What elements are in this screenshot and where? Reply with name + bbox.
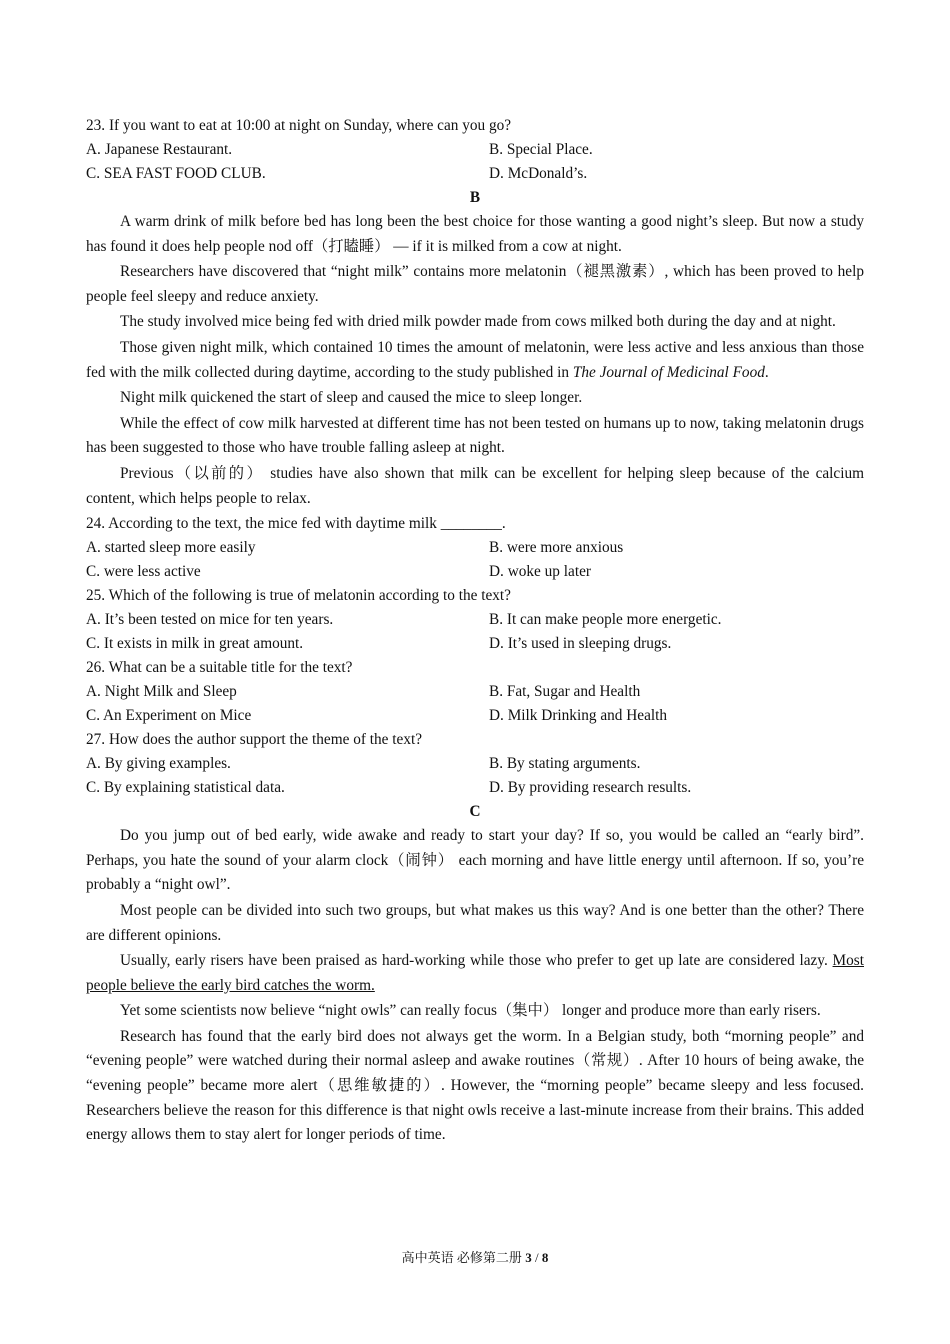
option-c: C. It exists in milk in great amount. (86, 635, 304, 653)
journal-title: The Journal of Medicinal Food (572, 363, 765, 381)
option-d: D. McDonald’s. (489, 165, 588, 182)
document-body (86, 114, 864, 1149)
section-b-paragraph-5: Night milk quickened the start of sleep and caused the mice to sleep longer. (120, 389, 583, 407)
option-b: B. By stating arguments. (489, 755, 641, 773)
option-c: C. By explaining statistical data. (86, 779, 285, 797)
section-c-paragraph-1: Do you jump out of bed early, wide awake and ready to start your day? If so, you would be called an “early bird”. Perhaps, you hate the sound of your alarm clock（闹钟） each morning and have little energy until afternoon. If so, you’re probably a “night owl”. (86, 827, 864, 894)
option-c: C. An Experiment on Mice (86, 707, 252, 725)
question-23-stem: 23. If you want to eat at 10:00 at night on Sunday, where can you go? (86, 117, 512, 134)
section-b-paragraph-3: The study involved mice being fed with dried milk powder made from cows milked both during the day and at night. (120, 313, 836, 331)
option-d: D. Milk Drinking and Health (489, 707, 668, 725)
question-23-options-row2 (86, 162, 864, 186)
option-a: A. Japanese Restaurant. (86, 141, 233, 158)
section-b-paragraph-7: Previous（以前的） studies have also shown that milk can be excellent for helping sleep because of the calcium content, which helps people to relax. (86, 464, 864, 507)
question-24-options-row2 (86, 560, 864, 584)
question-25-options-row1 (86, 608, 864, 632)
page-separator: / (534, 1250, 539, 1265)
section-c-paragraph-2: Most people can be divided into such two groups, but what makes us this way? And is one better than the other? There are different opinions. (86, 901, 864, 944)
paragraph-end: . (764, 363, 769, 381)
option-c: C. SEA FAST FOOD CLUB. (86, 165, 266, 182)
option-b: B. It can make people more energetic. (489, 611, 722, 629)
option-b: B. Fat, Sugar and Health (489, 683, 641, 701)
section-c-paragraph-4: Yet some scientists now believe “night owls” can really focus（集中） longer and produce more than early risers. (120, 1002, 821, 1020)
section-c-paragraph-5: Research has found that the early bird does not always get the worm. In a Belgian study, both “morning people” and “evening people” were watched during their normal asleep and awake routines（常规）. After 10 hours of being awake, the “evening people” became more alert（思维敏捷的）. However, the “morning people” became sleepy and less focused. Researchers believe the reason for this difference is that night owls receive a last-minute increase from their brains. This added energy allows them to stay alert for longer periods of time. (86, 1027, 864, 1144)
question-23-options-row1 (86, 138, 864, 162)
option-a: A. It’s been tested on mice for ten years. (86, 611, 334, 629)
footer-label: 高中英语 必修第二册 (401, 1250, 522, 1265)
option-d: D. By providing research results. (489, 779, 692, 797)
option-b: B. were more anxious (489, 539, 624, 557)
paragraph-text: Those given night milk, which contained 10 times the amount of melatonin, were less active and less anxious than those fed with the milk collected during daytime, according to the study published in (86, 338, 864, 381)
option-c: C. were less active (86, 563, 201, 581)
section-b-heading: B (469, 189, 481, 206)
section-b-paragraph-1: A warm drink of milk before bed has long been the best choice for those wanting a good night’s sleep. But now a study has found it does help people nod off（打瞌睡） — if it is milked from a cow at night. (86, 213, 864, 255)
question-26-options-row1 (86, 680, 864, 704)
question-26-options-row2 (86, 704, 864, 728)
section-c-paragraph-3 (86, 949, 864, 998)
question-25-stem: 25. Which of the following is true of melatonin according to the text? (86, 587, 511, 605)
option-d: D. It’s used in sleeping drugs. (489, 635, 672, 653)
question-27-options-row2 (86, 776, 864, 800)
section-b-paragraph-6: While the effect of cow milk harvested at different time has not been tested on humans up to now, taking melatonin drugs has been suggested to those who have trouble falling asleep at night. (86, 414, 864, 457)
question-24-options-row1 (86, 536, 864, 560)
section-b-paragraph-4 (86, 336, 864, 385)
question-27-options-row1 (86, 752, 864, 776)
section-c-heading: C (469, 803, 481, 821)
option-a: A. started sleep more easily (86, 539, 256, 557)
option-a: A. By giving examples. (86, 755, 231, 773)
question-27-stem: 27. How does the author support the theme of the text? (86, 731, 423, 749)
page-footer (0, 1247, 950, 1266)
option-a: A. Night Milk and Sleep (86, 683, 237, 701)
question-24-stem: 24. According to the text, the mice fed with daytime milk ________. (86, 515, 506, 533)
question-26-stem: 26. What can be a suitable title for the text? (86, 659, 353, 677)
question-25-options-row2 (86, 632, 864, 656)
option-d: D. woke up later (489, 563, 591, 581)
section-b-paragraph-2: Researchers have discovered that “night milk” contains more melatonin（褪黑激素）, which has been proved to help people feel sleepy and reduce anxiety. (86, 263, 864, 305)
option-b: B. Special Place. (489, 141, 593, 158)
page-number: 3 (525, 1250, 532, 1265)
underlined-sentence: Most people believe the early bird catches the worm. (86, 952, 864, 994)
page-total: 8 (541, 1250, 549, 1265)
paragraph-text: Usually, early risers have been praised as hard-working while those who prefer to get up late are considered lazy. (120, 952, 833, 970)
